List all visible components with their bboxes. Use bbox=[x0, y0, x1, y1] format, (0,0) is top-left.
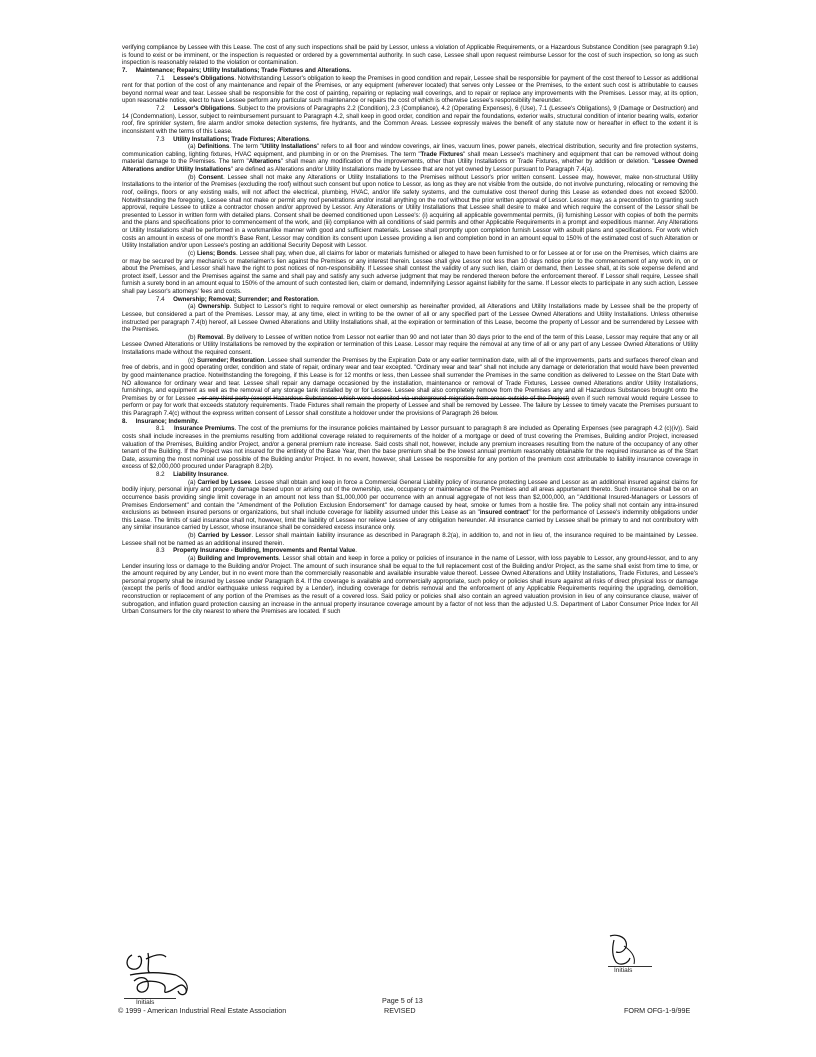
lease-paragraph: (a) Building and Improvements. Lessor shall obtain and keep in force a policy or policies of insurance in the name of Lessor, with loss payable to Lessor, any ground-lessor, and to any Lender insuring loss or damage to the Building and/or Project. The amount of such insurance shall be equal to the full replacement cost of the Building and/or Project, as the same shall exist from time to time, or the amount required by any Lender, but in no event more than the commercially reasonable and available insurable value thereof. Lessee Owned Alterations and Utility Installations, Trade Fixtures, and Lessee's personal property shall be insured by Lessee under Paragraph 8.4. If the coverage is available and commercially appropriate, such policy or policies shall insure against all risks of direct physical loss or damage (except the perils of flood and/or earthquake unless required by a Lender), including coverage for debris removal and the enforcement of any Applicable Requirements requiring the upgrading, demolition, reconstruction or replacement of any portion of the Premises as the result of a covered loss. Said policy or policies shall also contain an agreed valuation provision in lieu of any coinsurance clause, waiver of subrogation, and inflation guard protection causing an increase in the annual property insurance coverage amount by a factor of not less than the adjusted U.S. Department of Labor Consumer Price Index for All Urban Consumers for the city nearest to where the Premises are located. If such bbox=[122, 554, 698, 616]
lease-paragraph: (c) Liens; Bonds. Lessee shall pay, when due, all claims for labor or materials furnished or alleged to have been furnished to or for Lessee at or for use on the Premises, which claims are or may be secured by any mechanic's or materialmen's lien against the Premises or any interest therein. Lessee shall give Lessor not less than 10 days notice prior to the commencement of any work in, on or about the Premises, and Lessor shall have the right to post notices of non-responsibility. If Lessee shall contest the validity of any such lien, claim or demand, then Lessee shall, at its sole expense defend and protect itself, Lessor and the Premises against the same and shall pay and satisfy any such adverse judgment that may be rendered thereon before the enforcement thereof. If Lessor shall require, Lessee shall furnish a surety bond in an amount equal to 150% of the amount of such contested lien, claim or demand, indemnifying Lessor against liability for the same. If Lessor elects to participate in any such action, Lessee shall pay Lessor's attorneys' fees and costs. bbox=[122, 249, 698, 295]
lease-paragraph: 7. Maintenance; Repairs; Utility Installations; Trade Fixtures and Alterations. bbox=[122, 66, 352, 74]
handwritten-initials-left bbox=[120, 945, 200, 1005]
handwritten-initials-right bbox=[590, 930, 650, 980]
lease-paragraph: 7.1 Lessee's Obligations. Notwithstanding Lessor's obligation to keep the Premises in good condition and repair, Lessee shall be responsible for payment of the cost thereof to Lessor as additional rent for that portion of the cost of any maintenance and repair of the Premises, or any equipment (wherever located) that serves only Lessee or the Premises, to the extent such cost is attributable to causes beyond normal wear and tear. Lessee shall be responsible for the cost of painting, repairing or replacing wall coverings, and to repair or replace any improvements with the Premises. Lessor may, at its option, upon reasonable notice, elect to have Lessee perform any particular such maintenance or repairs the cost of which is otherwise Lessee's responsibility hereunder. bbox=[122, 74, 698, 105]
lease-paragraph: 8.3 Property Insurance - Building, Improvements and Rental Value. bbox=[156, 547, 358, 555]
initials-label-left: Initials bbox=[136, 999, 155, 1006]
lease-paragraph: 7.3 Utility Installations; Trade Fixtures; Alterations. bbox=[156, 135, 311, 143]
lease-paragraph: (a) Ownership. Subject to Lessor's right to require removal or elect ownership as hereinafter provided, all Alterations and Utility Installations made by Lessee shall be the property of Lessee, but considered a part of the Premises. Lessor may, at any time, elect in writing to be the owner of all or any specified part of the Lessee Owned Alterations and Utility Installations. Unless otherwise instructed per paragraph 7.4(b) hereof, all Lessee Owned Alterations and Utility Installations shall, at the expiration or termination of this Lease, become the property of Lessor and be surrendered by Lessee with the Premises. bbox=[122, 303, 698, 334]
initials-line-right bbox=[608, 966, 652, 967]
revised-label: REVISED bbox=[384, 1006, 416, 1015]
lease-paragraph: (b) Carried by Lessor. Lessor shall maintain liability insurance as described in Paragraph 8.2(a), in addition to, and not in lieu of, the insurance required to be maintained by Lessee. Lessee shall not be named as an additional insured therein. bbox=[122, 532, 698, 547]
lease-paragraph: (a) Definitions. The term "Utility Installations" refers to all floor and window coverings, air lines, vacuum lines, power panels, electrical distribution, security and fire protection systems, communication cabling, lighting fixtures, HVAC equipment, and plumbing in or on the Premises. The term "Trade Fixtures" shall mean Lessee's machinery and equipment that can be removed without doing material damage to the Premises. The term "Alterations" shall mean any modification of the improvements, other than Utility Installations or Trade Fixtures, whether by addition or deletion. "Lessee Owned Alterations and/or Utility Installations" are defined as Alterations and/or Utility Installations made by Lessee that are not yet owned by Lessor pursuant to Paragraph 7.4(a). bbox=[122, 143, 699, 173]
form-number: FORM OFG-1-9/99E bbox=[624, 1006, 691, 1015]
lease-paragraph: 8. Insurance; Indemnity. bbox=[122, 417, 199, 425]
lease-paragraph: 7.4 Ownership; Removal; Surrender; and Restoration. bbox=[156, 295, 320, 303]
lease-paragraph: (c) Surrender; Restoration. Lessee shall surrender the Premises by the Expiration Date or any earlier termination date, with all of the improvements, parts and surfaces thereof clean and free of debris, and in good operating order, condition and state of repair, ordinary wear and tear excepted. "Ordinary wear and tear" shall not include any damage or deterioration that would have been prevented by good maintenance practice. Notwithstanding the foregoing, if this Lease is for 12 months or less, then Lessee shall surrender the Premises in the same condition as delivered to Lessee on the Start Date with NO allowance for ordinary wear and tear. Lessee shall repair any damage occasioned by the installation, maintenance or removal of Trade Fixtures, Lessee owned Alterations and/or Utility Installations, furnishings, and equipment as well as the removal of any storage tank installed by or for Lessee. Lessee shall also completely remove from the Premises any and all Hazardous Substances brought onto the Premises by or for Lessee , or any third party (except Hazardous Substances which were deposited via underground migration from areas outside of the Project) even if such removal would require Lessee to perform or pay for work that exceeds statutory requirements. Trade Fixtures shall remain the property of Lessee and shall be removed by Lessee. The failure by Lessee to timely vacate the Premises pursuant to this Paragraph 7.4(c) without the express written consent of Lessor shall constitute a holdover under the provisions of Paragraph 26 below. bbox=[122, 356, 699, 417]
lease-paragraph: (a) Carried by Lessee. Lessee shall obtain and keep in force a Commercial General Liability policy of insurance protecting Lessee and Lessor as an additional insured against claims for bodily injury, personal injury and property damage based upon or arising out of the ownership, use, occupancy or maintenance of the Premises and all areas appurtenant thereto. Such insurance shall be on an occurrence basis providing single limit coverage in an amount not less than $1,000,000 per occurrence with an annual aggregate of not less than $2,000,000, an "Additional Insured-Managers or Lessors of Premises Endorsement" and contain the "Amendment of the Pollution Exclusion Endorsement" for damage caused by heat, smoke or fumes from a hostile fire. The policy shall not contain any intra-insured exclusions as between insured persons or organizations, but shall include coverage for liability assumed under this Lease as an "insured contract" for the performance of Lessee's indemnity obligations under this Lease. The limits of said insurance shall not, however, limit the liability of Lessee nor relieve Lessee of any obligation hereunder. All insurance carried by Lessee shall be primary to and not contributory with any similar insurance carried by Lessor, whose insurance shall be considered excess insurance only. bbox=[122, 478, 699, 532]
page-number: Page 5 of 13 bbox=[382, 996, 423, 1005]
lease-paragraph: (b) Removal. By delivery to Lessee of written notice from Lessor not earlier than 90 and not later than 30 days prior to the end of the term of this Lease, Lessor may require that any or all Lessee Owned Alterations or Utility Installations be removed by the expiration or termination of this Lease. Lessor may require the removal at any time of all or any part of any Lessee Owned Alterations or Utility Installations made without the required consent. bbox=[122, 333, 698, 356]
lease-paragraph: (b) Consent. Lessee shall not make any Alterations or Utility Installations to the Premises without Lessor's prior written consent. Lessee may, however, make non-structural Utility Installations to the interior of the Premises (excluding the roof) without such consent but upon notice to Lessor, as long as they are not visible from the outside, do not involve puncturing, relocating or removing the roof, ceilings, floors or any existing walls, will not affect the electrical, plumbing, HVAC, and/or life safety systems, and the cumulative cost thereof during this Lease as extended does not exceed $2000. Notwithstanding the foregoing, Lessee shall not make or permit any roof penetrations and/or install anything on the roof without the prior written approval of Lessor. Lessor may, as a precondition to granting such approval, require Lessee to utilize a contractor chosen and/or approved by Lessor. Any Alterations or Utility Installations that Lessee shall desire to make and which require the consent of the Lessor shall be presented to Lessor in written form with detailed plans. Consent shall be deemed conditioned upon Lessee's: (i) acquiring all applicable governmental permits, (ii) furnishing Lessor with copies of both the permits and the plans and specifications prior to commencement of the work, and (iii) compliance with all conditions of said permits and other Applicable Requirements in a prompt and expeditious manner. Any Alterations or Utility Installations shall be performed in a workmanlike manner with good and sufficient materials. Lessee shall promptly upon completion furnish Lessor with asbuilt plans and specifications. For work which costs an amount in excess of one month's Base Rent, Lessor may condition its consent upon Lessee providing a lien and completion bond in an amount equal to 150% of the estimated cost of such Alteration or Utility Installation and/or upon Lessee's posting an additional Security Deposit with Lessor. bbox=[122, 173, 698, 250]
initials-line-left bbox=[124, 998, 176, 999]
initials-label-right: Initials bbox=[614, 967, 633, 974]
lease-paragraph: 7.2 Lessor's Obligations. Subject to the provisions of Paragraphs 2.2 (Condition), 2.3 (Compliance), 4.2 (Operating Expenses), 6 (Use), 7.1 (Lessee's Obligations), 9 (Damage or Destruction) and 14 (Condemnation), Lessor, subject to reimbursement pursuant to Paragraph 4.2, shall keep in good order, condition and repair the foundations, exterior walls, structural condition of interior bearing walls, exterior roof, fire sprinkler system, fire alarm and/or smoke detection systems, fire hydrants, and the Common Areas. Lessee expressly waives the benefit of any statute now or hereafter in effect to the extent it is inconsistent with the terms of this Lease. bbox=[122, 105, 698, 135]
copyright-notice: © 1999 - American Industrial Real Estate Association bbox=[118, 1006, 287, 1015]
lease-page-body bbox=[122, 44, 698, 616]
lease-paragraph: verifying compliance by Lessee with this Lease. The cost of any such inspections shall be paid by Lessor, unless a violation of Applicable Requirements, or a Hazardous Substance Condition (see paragraph 9.1e) is found to exist or be imminent, or the inspection is requested or ordered by a governmental authority. In such case, Lessee shall upon request reimburse Lessor for the cost of such inspection, so long as such inspection is reasonably related to the violation or contamination. bbox=[122, 44, 698, 67]
lease-paragraph: 8.2 Liability Insurance. bbox=[156, 471, 229, 478]
lease-paragraph: 8.1 Insurance Premiums. The cost of the premiums for the insurance policies maintained by Lessor pursuant to paragraph 8 are included as Operating Expenses (see paragraph 4.2 (c)(iv)). Said costs shall include increases in the premiums resulting from additional coverage related to requirements of the holder of a mortgage or deed of trust covering the Premises, Building and/or Project, increased valuation of the Premises, Building and/or Project, and/or a general premium rate increase. Said costs shall not, however, include any premium increases resulting from the nature of the occupancy of any other tenant of the Building. If the Project was not insured for the entirety of the Base Year, then the base premium shall be the lowest annual premium reasonably obtainable for the required insurance as of the Start Date, assuming the most nominal use possible of the Building and/or Project. In no event, however, shall Lessee be responsible for any portion of the premium cost attributable to liability insurance coverage in excess of $2,000,000 procured under Paragraph 8.2(b). bbox=[122, 425, 698, 471]
